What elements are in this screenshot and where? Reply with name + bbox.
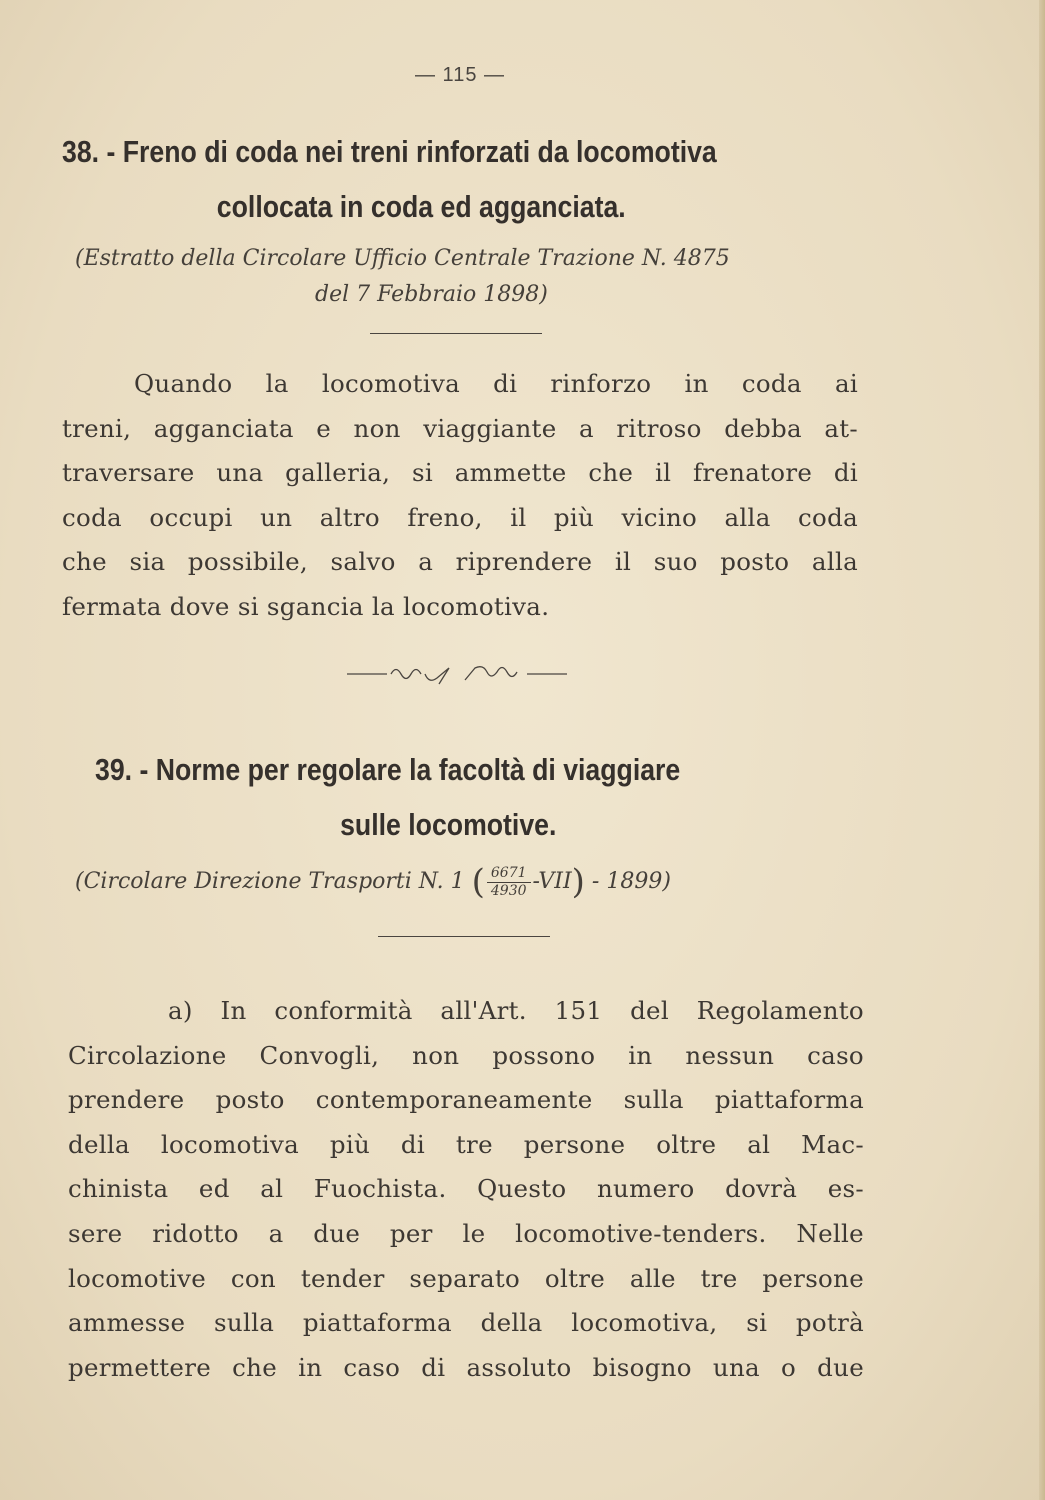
section-39-source-suffix: - 1899) (591, 869, 671, 894)
section-39-source (75, 862, 671, 902)
section-38-line: che sia possibile, salvo a riprendere il suo posto alla (62, 547, 858, 577)
section-38-body (62, 362, 858, 630)
section-39-title (95, 742, 783, 852)
section-39-line: della locomotiva più di tre persone oltre al Mac- (68, 1129, 864, 1159)
section-38-title-line2: collocata in coda ed agganciata. (216, 189, 626, 224)
section-38-line: fermata dove si sgancia la locomotiva. (62, 591, 550, 621)
close-paren: ) (571, 862, 585, 902)
section-39-source-prefix: (Circolare Direzione Trasporti N. 1 (75, 869, 465, 894)
section-39-line: a) In conformità all'Art. 151 del Regolamento (168, 996, 864, 1025)
fleuron-ornament (347, 662, 567, 686)
section-38-line: treni, agganciata e non viaggiante a ritroso debba at- (62, 413, 858, 443)
page-number: — 115 — (415, 64, 505, 86)
page-edge (1039, 0, 1045, 1500)
section-39-line: sere ridotto a due per le locomotive-tenders. Nelle (68, 1218, 864, 1248)
section-38-source-line2: del 7 Febbraio 1898) (315, 282, 548, 307)
section-39-line: locomotive con tender separato oltre alle tre persone (68, 1263, 864, 1293)
section-39-line: ammesse sulla piattaforma della locomotiva, si potrà (68, 1308, 864, 1338)
section-39-line: prendere posto contemporaneamente sulla piattaforma (68, 1085, 864, 1115)
section-38-divider (370, 333, 542, 334)
section-39-title-line1: 39. - Norme per regolare la facoltà di viaggiare (95, 752, 681, 787)
fraction-suffix: -VII (532, 869, 572, 894)
open-paren: ( (471, 862, 485, 902)
section-38-title-line1: 38. - Freno di coda nei treni rinforzati da locomotiva (62, 134, 717, 169)
fraction-numerator: 6671 (487, 865, 531, 883)
section-38-source-line1: (Estratto della Circolare Ufficio Centrale Trazione N. 4875 (75, 246, 730, 271)
section-39-line: permettere che in caso di assoluto bisogno una o due (68, 1352, 864, 1382)
section-39-body (68, 989, 864, 1390)
section-39-line: Circolazione Convogli, non possono in nessun caso (68, 1040, 864, 1070)
section-39-title-line2: sulle locomotive. (340, 807, 557, 842)
section-38-title (62, 124, 750, 234)
section-39-divider (378, 936, 550, 937)
source-fraction (487, 865, 531, 900)
section-38-line: traversare una galleria, si ammette che il frenatore di (62, 458, 858, 488)
section-38-line: coda occupi un altro freno, il più vicino alla coda (62, 502, 858, 532)
fraction-denominator: 4930 (490, 882, 527, 899)
section-39-line: chinista ed al Fuochista. Questo numero dovrà es- (68, 1174, 864, 1204)
section-38-line: Quando la locomotiva di rinforzo in coda ai (134, 369, 858, 398)
